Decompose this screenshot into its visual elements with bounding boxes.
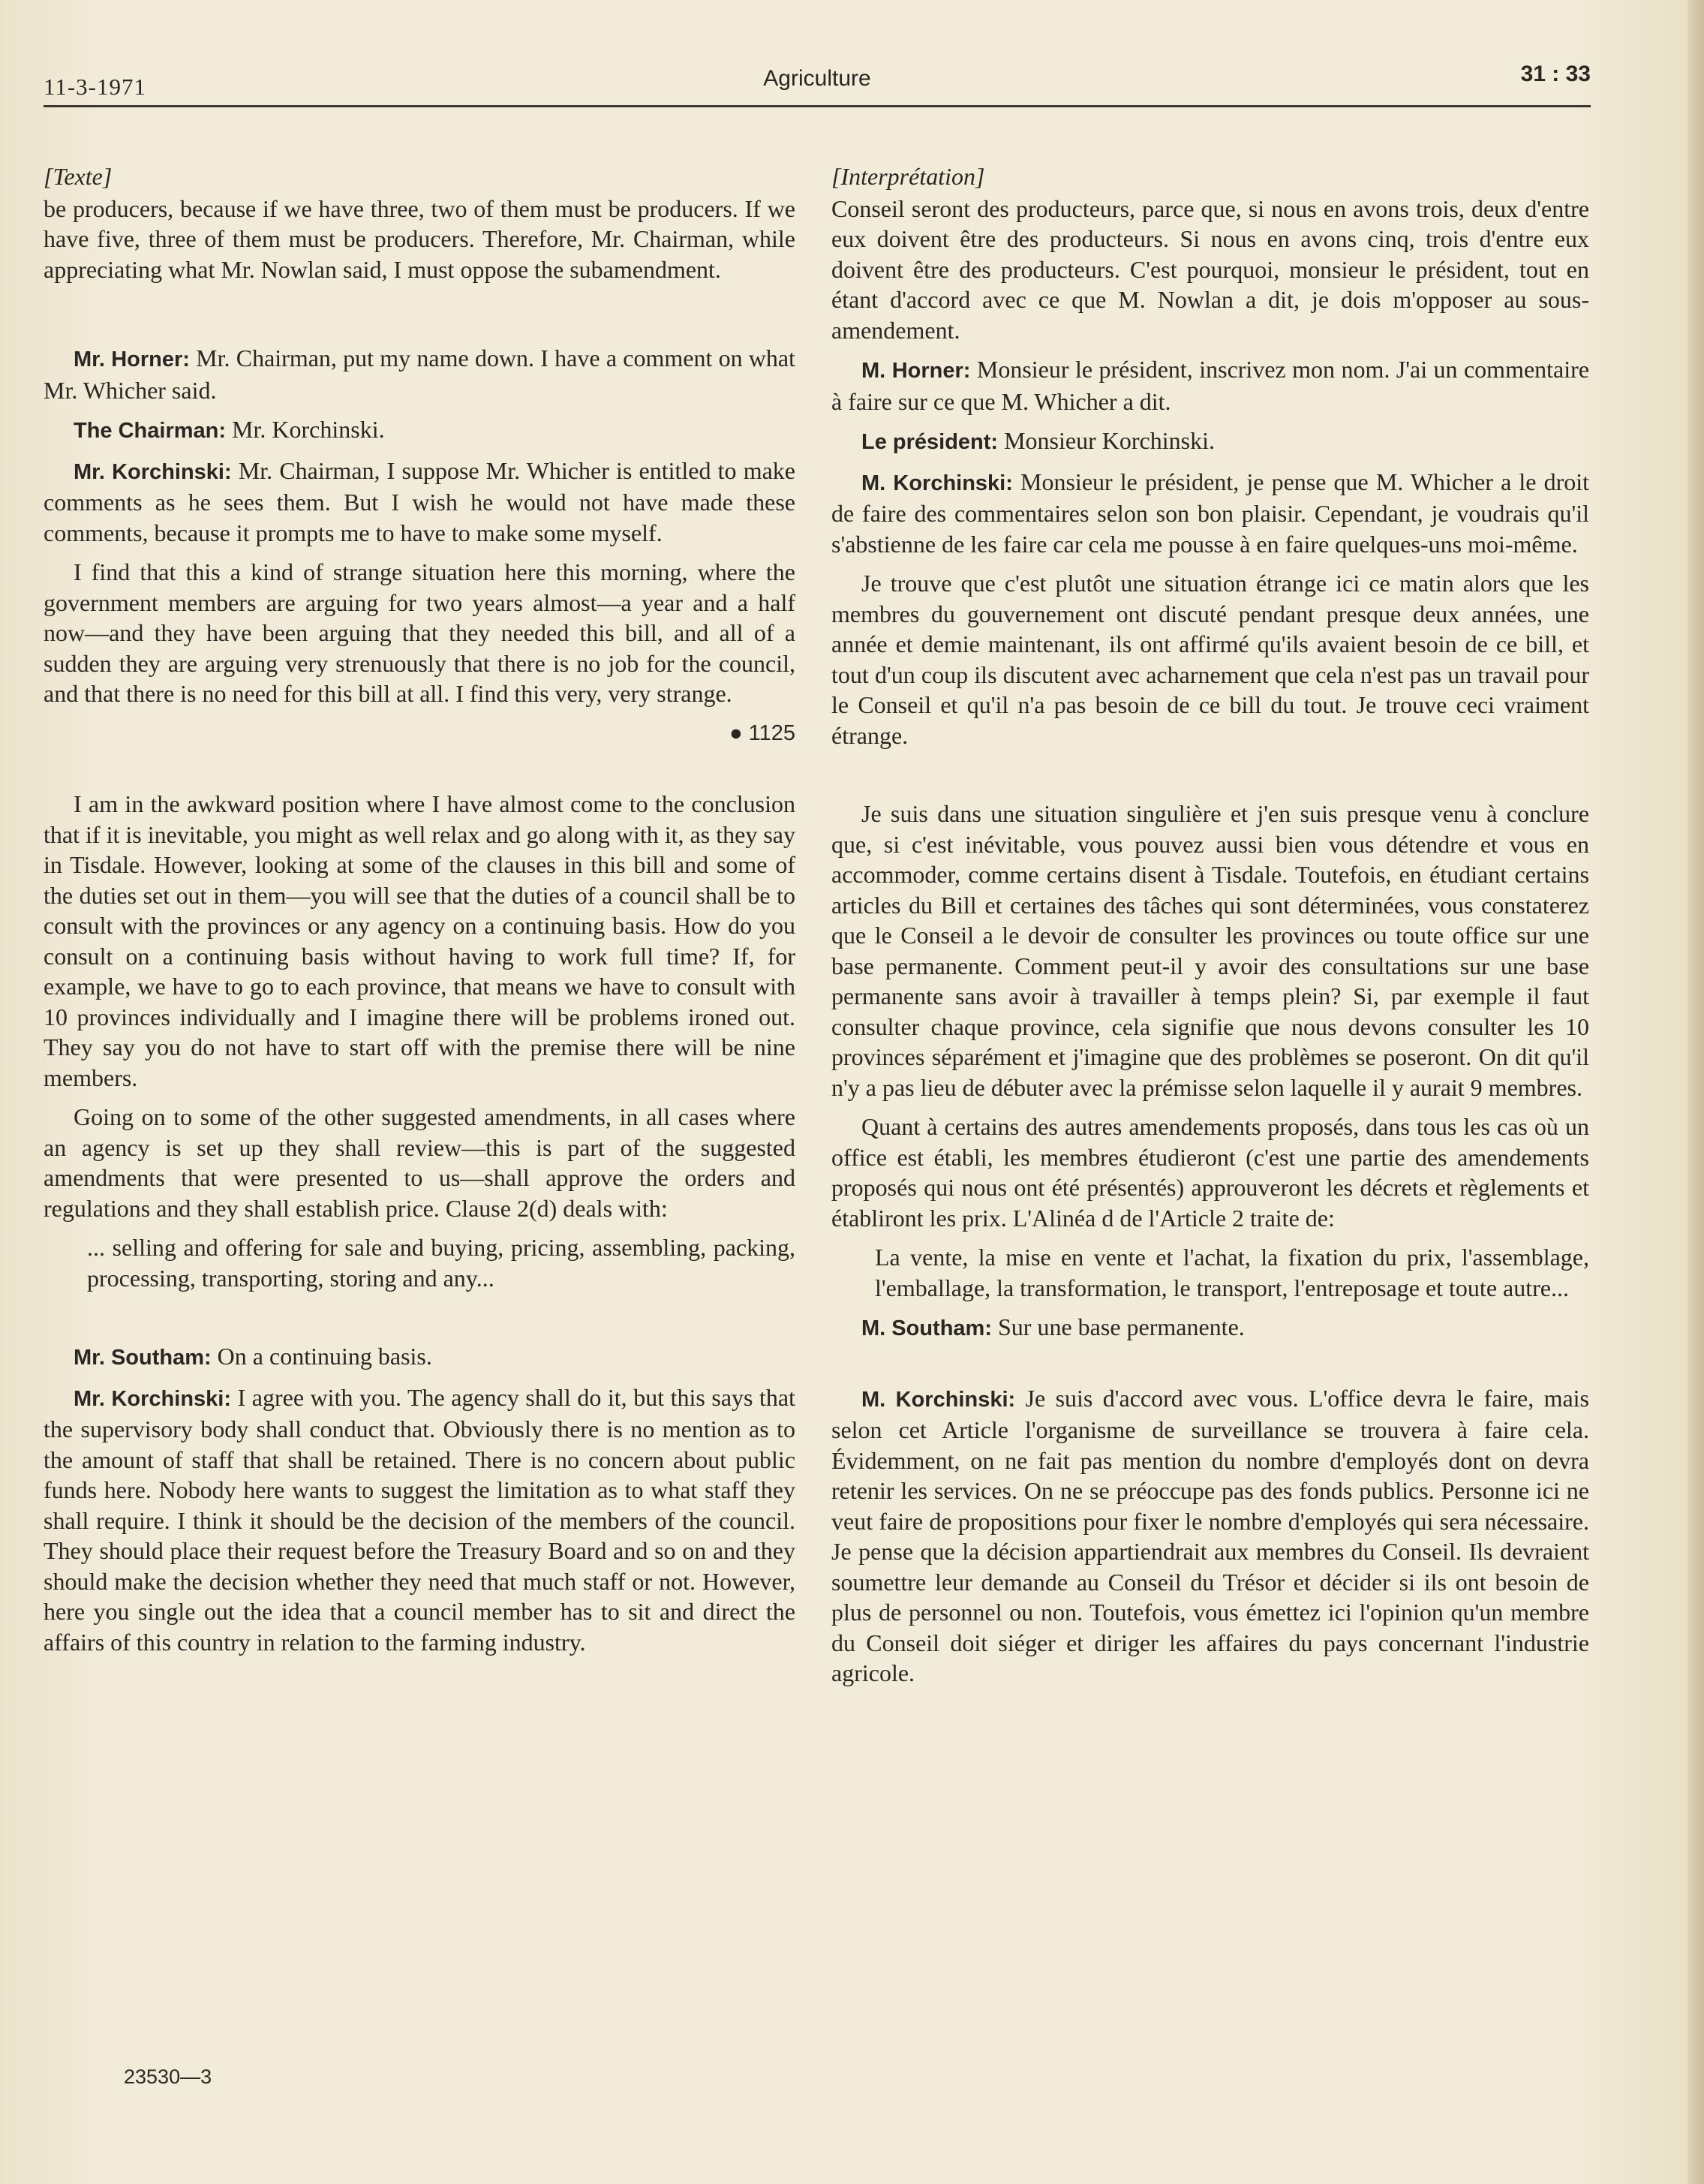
speaker-name: M. Horner: xyxy=(861,359,971,383)
speech-korchinski xyxy=(831,1383,1589,1689)
speech-horner xyxy=(44,343,795,405)
speaker-name: Mr. Southam: xyxy=(74,1346,212,1370)
speech-korchinski xyxy=(44,1382,795,1658)
header-date: 11-3-1971 xyxy=(44,74,146,100)
english-column xyxy=(44,161,795,1666)
speech-text: Mr. Korchinski. xyxy=(232,416,385,443)
speaker-name: Mr. Horner: xyxy=(74,347,190,372)
paragraph: Conseil seront des producteurs, parce que, si nous en avons trois, deux d'entre eux doivent être des producteurs. Si nous en avons cinq, trois d'entre eux doivent être des producteurs. C'est pourquoi, monsieur le président, tout en étant d'accord avec ce que M. Nowlan a dit, je dois m'opposer au sous-amendement. xyxy=(831,194,1589,344)
speech-chairman xyxy=(44,414,795,447)
speech-korchinski xyxy=(831,467,1589,560)
language-tag-text: [Interprétation] xyxy=(831,163,985,190)
block-quote: ... selling and offering for sale and buying, pricing, assembling, packing, processing, transporting, storing and any... xyxy=(87,1234,795,1292)
binding-edge xyxy=(1687,0,1704,2184)
paragraph: Going on to some of the other suggested amendments, in all cases where an agency is set up they shall review—this is part of the suggested amendments that were presented to us—shall approve the orders and regulations and they shall establish price. Clause 2(d) deals with: xyxy=(44,1103,795,1222)
paragraph: Quant à certains des autres amendements proposés, dans tous les cas où un office est établi, les membres étudieront (c'est une partie des amendements proposés qui nous ont été présentés) approuveront les décrets et règlements et établiront les prix. L'Alinéa d de l'Article 2 traite de: xyxy=(831,1113,1589,1232)
paragraph: I am in the awkward position where I have almost come to the conclusion that if it is inevitable, you might as well relax and go along with it, as they say in Tisdale. However, looking at some of the clauses in this bill and some of the duties set out in them—you will see that the duties of a council shall be to consult with the provinces or any agency on a continuing basis. How do you consult on a continuing basis without having to work full time? If, for example, we have to go to each province, that means we have to consult with 10 provinces individually and I imagine there will be problems ironed out. They say you do not have to start off with the premise there will be nine members. xyxy=(44,790,795,1091)
speech-text: Sur une base permanente. xyxy=(998,1313,1245,1340)
speech-korchinski xyxy=(44,456,795,549)
speaker-name: M. Korchinski: xyxy=(861,471,1013,495)
block-quote: La vente, la mise en vente et l'achat, la fixation du prix, l'assemblage, l'emballage, la transformation, le transport, l'entreposage et toute autre... xyxy=(875,1244,1589,1301)
speaker-name: Mr. Korchinski: xyxy=(74,459,232,484)
speech-text: Monsieur Korchinski. xyxy=(1004,427,1215,454)
speech-text: Mr. Chairman, put my name down. I have a comment on what Mr. Whicher said. xyxy=(44,344,795,404)
speech-horner xyxy=(831,354,1589,417)
timestamp-marker: ● 1125 xyxy=(729,720,795,745)
header-title: Agriculture xyxy=(763,66,871,91)
speech-text: Je suis d'accord avec vous. L'office devra le faire, mais selon cet Article l'organisme de surveillance se trouvera à faire cela. Évidemment, on ne fait pas mention du nombre d'employés dont on devra retenir les services. On ne se préoccupe pas des fonds publics. Personne ici ne veut faire de propositions pour fixer le nombre d'employés qui sera nécessaire. Je pense que la décision appartiendrait aux membres du Conseil. Ils devraient soumettre leur demande au Conseil du Trésor et décider si ils ont besoin de plus de personnel ou non. Toutefois, vous émettez ici l'opinion qu'un membre du Conseil doit siéger et diriger les affaires du pays concernant l'industrie agricole. xyxy=(831,1384,1590,1686)
french-column xyxy=(831,161,1589,1698)
speech-chairman xyxy=(831,426,1589,458)
running-header xyxy=(44,60,1591,107)
speech-text: Monsieur le président, inscrivez mon nom. J'ai un commentaire à faire sur ce que M. Whicher a dit. xyxy=(831,356,1590,415)
speaker-name: Mr. Korchinski: xyxy=(74,1386,232,1411)
speaker-name: The Chairman: xyxy=(74,419,227,443)
speaker-name: M. Southam: xyxy=(861,1316,992,1340)
speech-southam xyxy=(831,1312,1589,1344)
speech-text: I agree with you. The agency shall do it, but this says that the supervisory body shall conduct that. Obviously there is no mention as to the amount of staff that shall be retained. There is no concern about public funds here. Nobody here wants to suggest the limitation as to what staff they shall require. I think it should be the decision of the members of the council. They should place their request before the Treasury Board and so on and they should make the decision whether they need that much staff or not. However, here you single out the idea that a council member has to sit and direct the affairs of this country in relation to the farming industry. xyxy=(44,1383,796,1656)
page-number: 31 : 33 xyxy=(1520,62,1591,86)
paragraph: Je trouve que c'est plutôt une situation étrange ici ce matin alors que les membres du gouvernement ont discuté pendant presque deux années, une année et demie maintenant, ils ont affirmé qu'ils avaient besoin de ce bill, et tout d'un coup ils discutent avec acharnement que cela n'est pas un travail pour le Conseil et qu'il n'a pas besoin de ce bill du tout. Je trouve ceci vraiment étrange. xyxy=(831,570,1589,749)
paragraph: Je suis dans une situation singulière et j'en suis presque venu à conclure que, si c'est inévitable, vous pouvez aussi bien vous détendre et vous en accommoder, comme certains disent à Tisdale. Toutefois, en étudiant certains articles du Bill et certaines des tâches qui sont déterminées, vous constaterez que le Conseil a le devoir de consulter les provinces ou toute office sur une base permanente. Comment peut-il y avoir des consultations sur une base permanente sans avoir à travailler à temps plein? Si, par exemple il faut consulter chaque province, cela signifie que nous devons consulter les 10 provinces séparément et j'imagine que des problèmes se poseront. On dit qu'il n'y a pas lieu de débuter avec la prémisse selon laquelle il y aurait 9 membres. xyxy=(831,800,1589,1101)
speech-text: Monsieur le président, je pense que M. Whicher a le droit de faire des commentaires selon son bon plaisir. Cependant, je voudrais qu'il s'abstienne de les faire car cela me pousse à en faire quelques-uns moi-même. xyxy=(831,468,1589,558)
printer-code: 23530—3 xyxy=(124,2065,212,2088)
language-tag-text: [Texte] xyxy=(44,163,113,190)
speaker-name: M. Korchinski: xyxy=(861,1387,1016,1412)
speech-text: Mr. Chairman, I suppose Mr. Whicher is entitled to make comments as he sees them. But I wish he would not have made these comments, because it prompts me to have to make some myself. xyxy=(44,456,796,546)
speech-southam xyxy=(44,1341,795,1373)
paragraph: be producers, because if we have three, two of them must be producers. If we have five, three of them must be producers. Therefore, Mr. Chairman, while appreciating what Mr. Nowlan said, I must oppose the subamendment. xyxy=(44,194,795,283)
speech-text: On a continuing basis. xyxy=(217,1343,432,1370)
paragraph: I find that this a kind of strange situation here this morning, where the government members are arguing for two years almost—a year and a half now—and they have been arguing that they needed this bill, and all of a sudden they are arguing very strenuously that there is no job for the council, and that there is no need for this bill at all. I find this very, very strange. xyxy=(44,558,795,707)
speaker-name: Le président: xyxy=(861,430,999,454)
